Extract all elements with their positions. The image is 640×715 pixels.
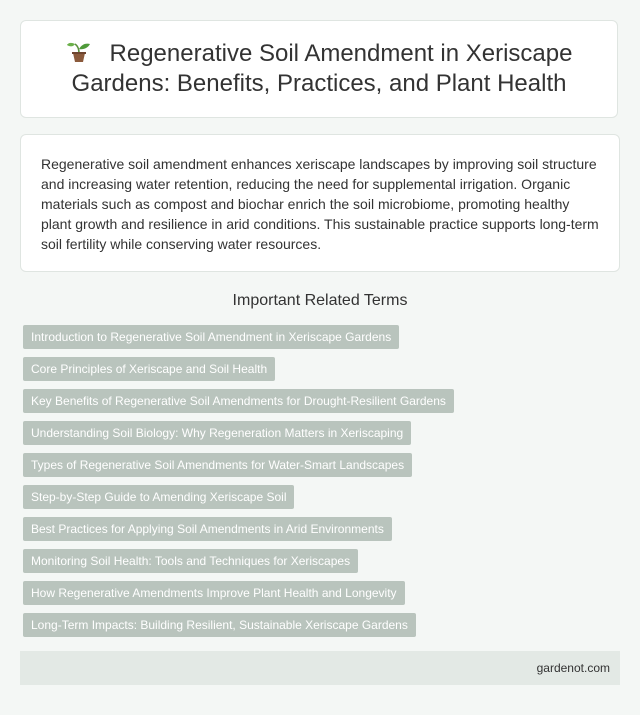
summary-text: Regenerative soil amendment enhances xeriscape landscapes by improving soil structure and increasing water retention, reducing the need for supplemental irrigation. Organic materials such as compost and biochar enrich the soil microbiome, promoting healthy plant growth and resilience in arid conditions. This sustainable practice supports long-term soil fertility while conserving water resources. [41, 156, 599, 252]
page-title [49, 39, 589, 99]
related-term-tag[interactable]: Long-Term Impacts: Building Resilient, Sustainable Xeriscape Gardens [23, 613, 416, 637]
related-terms-list [23, 325, 454, 645]
page-title-text: Regenerative Soil Amendment in Xeriscape Gardens: Benefits, Practices, and Plant Health [71, 40, 573, 97]
related-terms-heading: Important Related Terms [232, 292, 408, 309]
related-term-tag[interactable]: Types of Regenerative Soil Amendments for Water-Smart Landscapes [23, 453, 412, 477]
related-term-tag[interactable]: Key Benefits of Regenerative Soil Amendments for Drought-Resilient Gardens [23, 389, 454, 413]
related-term-tag[interactable]: How Regenerative Amendments Improve Plant Health and Longevity [23, 581, 405, 605]
related-term-tag[interactable]: Introduction to Regenerative Soil Amendment in Xeriscape Gardens [23, 325, 399, 349]
title-card [20, 20, 618, 118]
footer-site-link[interactable]: gardenot.com [536, 661, 610, 675]
related-term-tag[interactable]: Monitoring Soil Health: Tools and Techniques for Xeriscapes [23, 549, 358, 573]
related-term-tag[interactable]: Step-by-Step Guide to Amending Xeriscape Soil [23, 485, 294, 509]
summary-card [20, 134, 620, 272]
footer [20, 651, 620, 685]
related-term-tag[interactable]: Best Practices for Applying Soil Amendments in Arid Environments [23, 517, 392, 541]
related-term-tag[interactable]: Core Principles of Xeriscape and Soil Health [23, 357, 275, 381]
related-term-tag[interactable]: Understanding Soil Biology: Why Regeneration Matters in Xeriscaping [23, 421, 411, 445]
sprout-icon [66, 39, 92, 63]
